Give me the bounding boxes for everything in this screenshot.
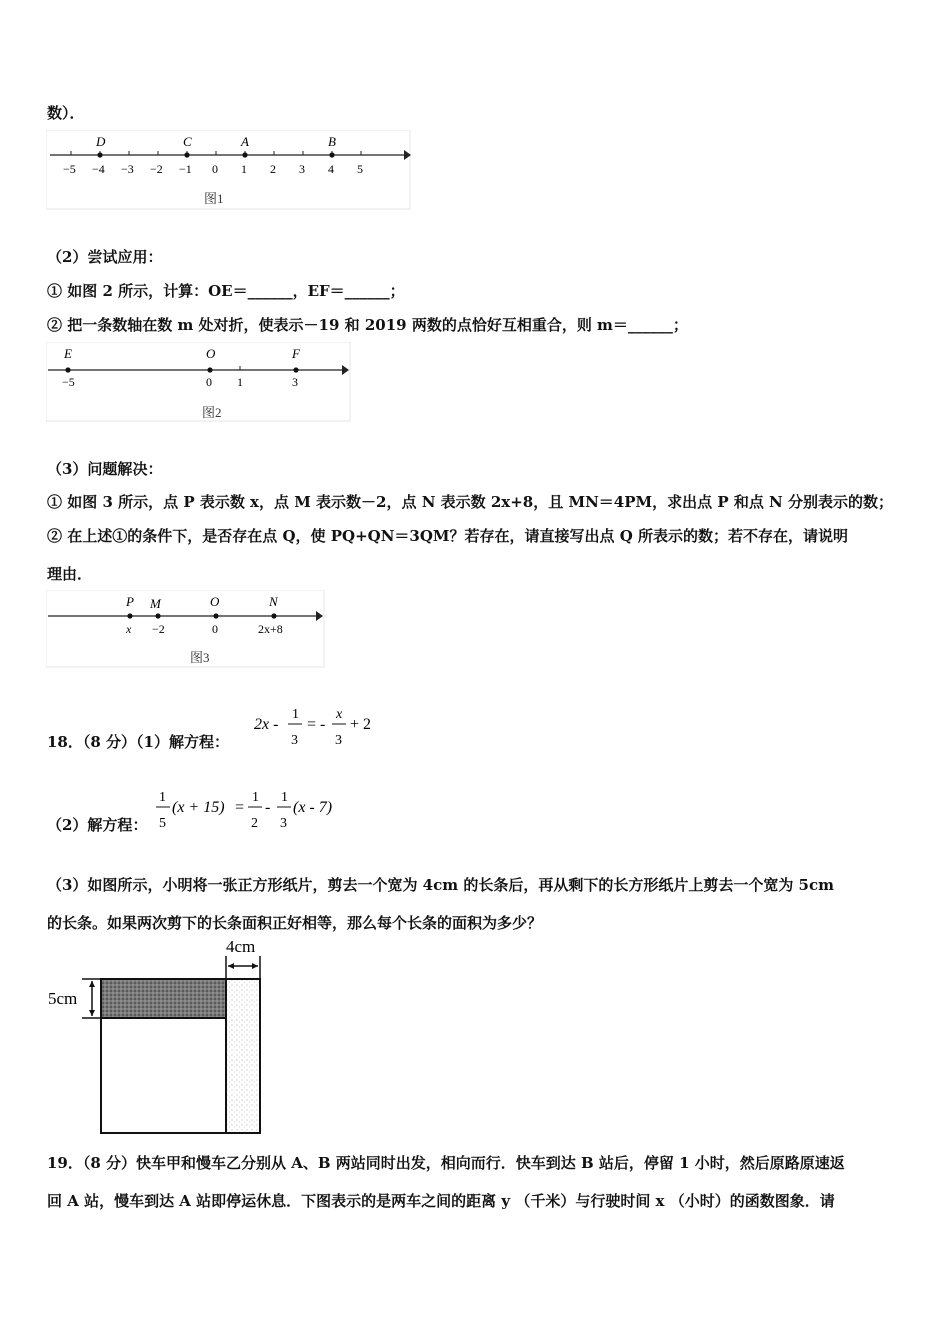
point-B bbox=[329, 152, 334, 157]
value-label: −2 bbox=[152, 622, 165, 636]
equation-2 bbox=[154, 786, 354, 840]
frac-denominator: 3 bbox=[291, 733, 298, 748]
tick-label: 4 bbox=[328, 162, 334, 176]
point-label: B bbox=[328, 134, 336, 149]
point-label: E bbox=[64, 346, 72, 361]
text-line: 数）． bbox=[47, 104, 85, 122]
point-F bbox=[293, 367, 298, 372]
point-label: F bbox=[292, 346, 300, 361]
point-D bbox=[97, 152, 102, 157]
point-P bbox=[127, 613, 132, 618]
question-line: 回 A 站，慢车到达 A 站即停运休息．下图表示的是两车之间的距离 y （千米）与行驶时间 x （小时）的函数图象．请 bbox=[47, 1192, 835, 1210]
figure-caption: 图3 bbox=[190, 650, 210, 665]
point-label: O bbox=[210, 594, 220, 609]
tick-label: −4 bbox=[92, 162, 105, 176]
question-part: （2）解方程： bbox=[47, 816, 148, 834]
tick-label: −1 bbox=[179, 162, 192, 176]
tick-label: 1 bbox=[241, 162, 247, 176]
tick-label: −5 bbox=[62, 375, 75, 389]
tick-label: 0 bbox=[212, 162, 218, 176]
frac-numerator: 1 bbox=[252, 790, 259, 805]
frac-numerator: 1 bbox=[159, 790, 166, 805]
point-label: D bbox=[96, 134, 106, 149]
tick-label: 5 bbox=[357, 162, 363, 176]
point-label: A bbox=[241, 134, 249, 149]
question-heading: 18．（8 分）（1）解方程： bbox=[47, 733, 229, 751]
eq-term: + 2 bbox=[350, 716, 372, 733]
frac-denominator: 3 bbox=[280, 816, 287, 831]
question-line: 理由． bbox=[47, 565, 93, 583]
value-label: 2x+8 bbox=[258, 622, 283, 636]
value-label: 0 bbox=[212, 622, 218, 636]
question-part: （3）如图所示，小明将一张正方形纸片，剪去一个宽为 4cm 的长条后，再从剩下的长方形纸片上剪去一个宽为 5cm bbox=[47, 876, 834, 894]
eq-term: = - bbox=[307, 716, 326, 733]
point-label: M bbox=[150, 596, 161, 611]
number-line-figure-3 bbox=[46, 590, 328, 670]
tick-label: 3 bbox=[292, 375, 298, 389]
tick-label: −5 bbox=[63, 162, 76, 176]
number-line-figure-2 bbox=[46, 342, 352, 424]
frac-numerator: 1 bbox=[292, 707, 299, 722]
frac-denominator: 3 bbox=[335, 733, 342, 748]
dimension-label-width: 4cm bbox=[226, 938, 256, 956]
eq-term: 2x - bbox=[254, 716, 279, 733]
question-line: 19．（8 分）快车甲和慢车乙分别从 A、B 两站同时出发，相向而行．快车到达 B 站后，停留 1 小时，然后原路原速返 bbox=[47, 1154, 845, 1172]
dimension-label-height: 5cm bbox=[48, 989, 78, 1008]
question-line: ① 如图 2 所示，计算：OE＝______，EF＝______； bbox=[47, 282, 405, 300]
tick-label: 3 bbox=[299, 162, 305, 176]
section-title: （2）尝试应用： bbox=[47, 248, 163, 266]
question-line: ① 如图 3 所示，点 P 表示数 x，点 M 表示数－2，点 N 表示数 2x+8，且 MN＝4PM，求出点 P 和点 N 分别表示的数； bbox=[47, 493, 893, 511]
top-strip bbox=[101, 979, 226, 1018]
figure-caption: 图2 bbox=[202, 405, 222, 420]
frac-denominator: 2 bbox=[251, 816, 258, 831]
point-O bbox=[213, 613, 218, 618]
point-A bbox=[242, 152, 247, 157]
equation-1 bbox=[252, 704, 382, 756]
eq-term: (x - 7) bbox=[293, 799, 333, 816]
frac-denominator: 5 bbox=[159, 816, 166, 831]
tick-label: 2 bbox=[270, 162, 276, 176]
question-line: ② 在上述①的条件下，是否存在点 Q，使 PQ+QN＝3QM？若存在，请直接写出点 Q 所表示的数；若不存在，请说明 bbox=[47, 527, 849, 545]
tick-label: 1 bbox=[237, 375, 243, 389]
frac-numerator: x bbox=[336, 707, 343, 722]
right-strip bbox=[226, 979, 260, 1133]
point-label: P bbox=[126, 594, 134, 609]
figure-caption: 图1 bbox=[204, 191, 224, 206]
number-line-figure-1 bbox=[46, 130, 411, 210]
eq-term: = bbox=[235, 799, 245, 816]
point-label: C bbox=[183, 134, 192, 149]
arrow-head bbox=[316, 611, 323, 621]
point-N bbox=[271, 613, 276, 618]
point-M bbox=[155, 613, 160, 618]
eq-term: (x + 15) bbox=[172, 799, 225, 816]
question-line: ② 把一条数轴在数 m 处对折，使表示－19 和 2019 两数的点恰好互相重合，则 m＝______； bbox=[47, 316, 688, 334]
eq-term: - bbox=[265, 799, 271, 816]
question-part: 的长条。如果两次剪下的长条面积正好相等，那么每个长条的面积为多少？ bbox=[47, 914, 543, 932]
point-label: O bbox=[206, 346, 216, 361]
point-E bbox=[65, 367, 70, 372]
point-label: N bbox=[269, 594, 278, 609]
value-label: x bbox=[126, 622, 132, 636]
frac-numerator: 1 bbox=[281, 790, 288, 805]
point-C bbox=[184, 152, 189, 157]
tick-label: −2 bbox=[150, 162, 163, 176]
point-O bbox=[207, 367, 212, 372]
tick-label: −3 bbox=[121, 162, 134, 176]
arrow-head bbox=[342, 365, 349, 375]
section-title: （3）问题解决： bbox=[47, 460, 163, 478]
paper-strip-figure bbox=[46, 938, 276, 1138]
tick-label: 0 bbox=[206, 375, 212, 389]
